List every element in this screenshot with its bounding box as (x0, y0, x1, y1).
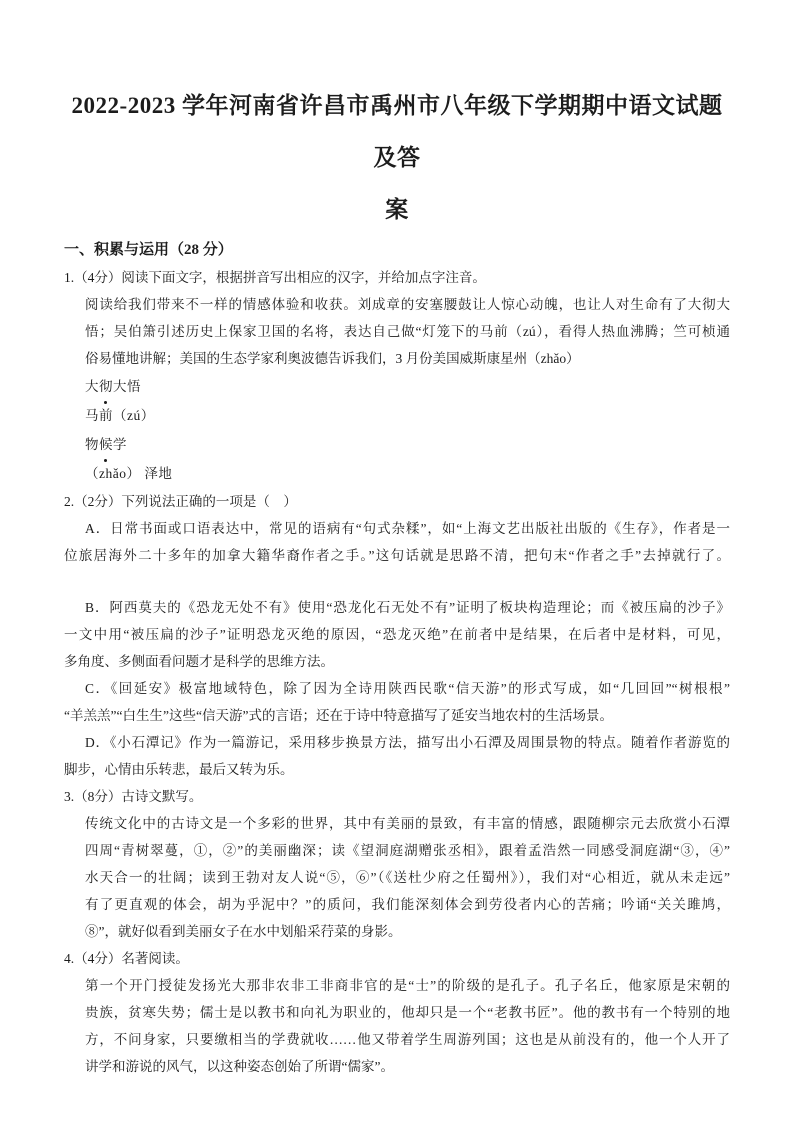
text-line: A．日常书面或口语表达中，常见的语病有“句式杂糅”，如“上海文艺出版社出版的《生存》，作者是一 (85, 521, 730, 536)
text-line: B．阿西莫夫的《恐龙无处不有》使用“恐龙化石无处不有”证明了板块构造理论；而《被压扁的沙子》 (85, 600, 730, 615)
text-line: 脚步，心情由乐转悲，最后又转为乐。 (64, 762, 294, 777)
char: o (119, 466, 127, 481)
text-line: 讲学和游说的风气，以这种姿态创始了所谓“儒家”。 (85, 1059, 394, 1074)
char: 物 (85, 437, 99, 452)
text-line: 贵族，贫寒失势；儒士是以教书和向礼为职业的，他却只是一个“老教书匠”。他的教书有一个特别的地 (85, 1005, 730, 1020)
text-line: C．《回延安》极富地域特色，除了因为全诗用陕西民歌“信天游”的形式写成，如“几回回”“树根根” (85, 681, 730, 696)
option-b (64, 594, 730, 675)
question-3-passage (85, 810, 730, 945)
text-line: 悟；吴伯箫引述历史上保家卫国的名将，表达自己做“灯笼下的马前（zú），看得人热血沸腾；竺可桢通 (85, 324, 730, 339)
emphasis-dot-char: 彻 (99, 372, 113, 401)
document-title-line-1: 2022-2023 学年河南省许昌市禹州市八年级下学期期中语文试题及答 (71, 93, 723, 170)
char: 泽 (144, 466, 159, 481)
char: ú (133, 408, 141, 423)
char: z (99, 466, 106, 481)
char: ǎ (112, 466, 120, 481)
text-line: 位旅居海外二十多年的加拿大籍华裔作者之手。”这句话就是思路不清，把句末“作者之手”去掉就行了。 (64, 548, 730, 563)
emphasis-dot-char: 候 (99, 430, 113, 459)
pinyin-item-3 (85, 430, 730, 459)
text-line: 水天合一的壮阔；读到王勃对友人说“⑤，⑥”（《送杜少府之任蜀州》），我们对“心相近，就从未走远” (85, 870, 730, 885)
text-line: 传统文化中的古诗文是一个多彩的世界，其中有美丽的景致，有丰富的情感，跟随柳宗元去欣赏小石潭 (85, 816, 730, 831)
char: 悟 (127, 379, 141, 394)
text-line: 多角度、多侧面看问题才是科学的思维方法。 (64, 654, 334, 669)
text-line: 阅读给我们带来不一样的情感体验和收获。刘成章的安塞腰鼓让人惊心动魄，也让人对生命有了大彻大 (85, 297, 730, 312)
document-title-line-2: 案 (385, 197, 409, 222)
question-4-passage (85, 972, 730, 1080)
document-content (0, 80, 793, 1080)
char: （ (85, 466, 99, 481)
text-line: 一文中用“被压扁的沙子”证明恐龙灭绝的原因，“恐龙灭绝”在前者中是结果，在后者中是材料，可见， (64, 627, 730, 642)
text-line: 方，不问身家，只要缴相当的学费就收……他又带着学生周游列国；这也是从前没有的，他一个人开了 (85, 1032, 730, 1047)
char: 大 (113, 379, 127, 394)
char: ） (140, 408, 155, 423)
text-line: “羊羔羔”“白生生”这些“信天游”式的言语；还在于诗中特意描写了延安当地农村的生活场景。 (64, 708, 613, 723)
char: ） (126, 466, 141, 481)
blank-line (64, 569, 730, 594)
char: 前 (99, 408, 113, 423)
option-c (64, 675, 730, 729)
pinyin-item-4 (85, 459, 730, 488)
pinyin-item-1 (85, 372, 730, 401)
question-3: 3.（8分）古诗文默写。 (64, 789, 203, 804)
section-heading: 一、积累与运用（28 分） (64, 242, 233, 258)
text-line: D．《小石潭记》作为一篇游记，采用移步换景方法，描写出小石潭及周围景物的特点。随着作者游览的 (85, 735, 730, 750)
text-line: 有了更直观的体会，胡为乎泥中？”的质问，我们能深刻体会到劳役者内心的苦痛；吟诵“关关雎鸠， (85, 897, 730, 912)
text-line: 四周“青树翠蔓，①，②”的美丽幽深；读《望洞庭湖赠张丞相》，跟着孟浩然一同感受洞庭湖“③，④” (85, 843, 730, 858)
document-title (64, 80, 730, 236)
document-body (64, 264, 730, 1080)
pinyin-item-2 (85, 401, 730, 430)
char: 学 (113, 437, 127, 452)
char: 马 (85, 408, 99, 423)
char: 大 (85, 379, 99, 394)
char: （ (113, 408, 127, 423)
question-1: 1.（4分）阅读下面文字，根据拼音写出相应的汉字，并给加点字注音。 (64, 270, 486, 285)
question-4: 4.（4分）名著阅读。 (64, 951, 189, 966)
text-line: ⑧”，就好似看到美丽女子在水中划船采荇菜的身影。 (85, 924, 402, 939)
char: 地 (158, 466, 173, 481)
option-a (64, 515, 730, 569)
question-2: 2.（2分）下列说法正确的一项是（ ） (64, 494, 297, 509)
char: h (105, 466, 113, 481)
text-line: 第一个开门授徒发扬光大那非农非工非商非官的是“士”的阶级的是孔子。孔子名丘，他家原是宋朝的 (85, 978, 730, 993)
char: z (127, 408, 134, 423)
option-d (64, 729, 730, 783)
text-line: 俗易懂地讲解；美国的生态学家利奥波德告诉我们，3 月份美国威斯康星州（zhǎo） (85, 351, 580, 366)
question-1-passage (85, 291, 730, 372)
